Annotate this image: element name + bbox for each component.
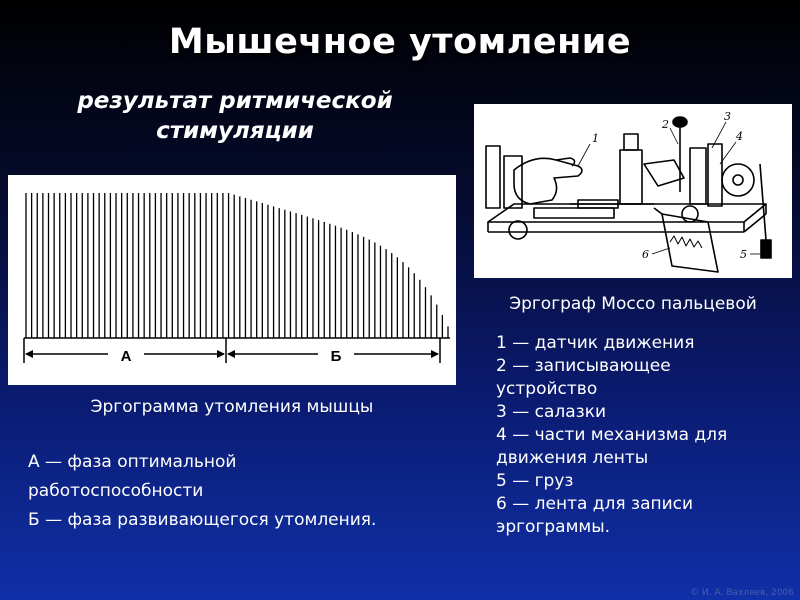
hand-support — [504, 156, 522, 208]
slide-subtitle — [20, 86, 450, 146]
arrowhead-a-right — [217, 350, 225, 358]
legend-line-3: устройство — [496, 379, 598, 399]
ergogram-caption: Эргограмма утомления мышцы — [90, 397, 374, 417]
phase-a-description-line-2: работоспособности — [28, 481, 204, 501]
subtitle-line-1: результат ритмической — [77, 88, 393, 114]
callout-number-3: 3 — [724, 110, 731, 123]
arrowhead-b-right — [431, 350, 439, 358]
legend-line-5: 4 — части механизма для — [496, 425, 728, 445]
ergograph-drawing — [474, 104, 792, 278]
legend-line-6: движения ленты — [496, 448, 649, 468]
legend-line-9: эргограммы. — [496, 517, 611, 537]
left-screw-knob — [509, 221, 527, 239]
device-legend-list — [496, 332, 792, 539]
legend-line-4: 3 — салазки — [496, 402, 607, 422]
arrowhead-a-left — [25, 350, 33, 358]
phase-description-list — [28, 448, 448, 535]
callout-number-1: 1 — [592, 132, 599, 145]
ergogram-strokes — [24, 193, 450, 338]
arrowhead-b-left — [227, 350, 235, 358]
central-block — [620, 150, 642, 204]
weight — [761, 240, 771, 258]
phase-a-description-line-1: А — фаза оптимальной — [28, 452, 237, 472]
copyright-notice: © И. А. Вахляев, 2006 — [690, 588, 794, 598]
frame-arm — [644, 160, 684, 186]
ergogram-figure — [8, 175, 456, 385]
legend-line-8: 6 — лента для записи — [496, 494, 694, 514]
legend-line-1: 1 — датчик движения — [496, 333, 695, 353]
lever-knob — [673, 117, 687, 127]
slide-rail — [534, 208, 614, 218]
device-caption: Эргограф Моссо пальцевой — [509, 294, 757, 314]
weight-string — [760, 164, 766, 240]
phase-b-label: Б — [330, 348, 342, 365]
callout-number-6: 6 — [642, 248, 649, 261]
tape-drum — [722, 164, 754, 196]
legend-line-7: 5 — груз — [496, 471, 574, 491]
phase-b-description: Б — фаза развивающегося утомления. — [28, 510, 377, 530]
mechanism-block — [690, 148, 706, 204]
slide-title: Мышечное утомление — [168, 22, 632, 62]
phase-a-label: А — [120, 348, 132, 365]
legend-line-2: 2 — записывающее — [496, 356, 671, 376]
base-plate — [488, 204, 766, 222]
callout-number-2: 2 — [662, 118, 669, 131]
subtitle-line-2: стимуляции — [156, 118, 314, 144]
ergogram-plot — [8, 175, 456, 385]
ergograph-device-illustration — [474, 104, 792, 278]
callout-number-5: 5 — [740, 248, 747, 261]
callout-number-4: 4 — [736, 130, 743, 143]
left-post — [486, 146, 500, 208]
